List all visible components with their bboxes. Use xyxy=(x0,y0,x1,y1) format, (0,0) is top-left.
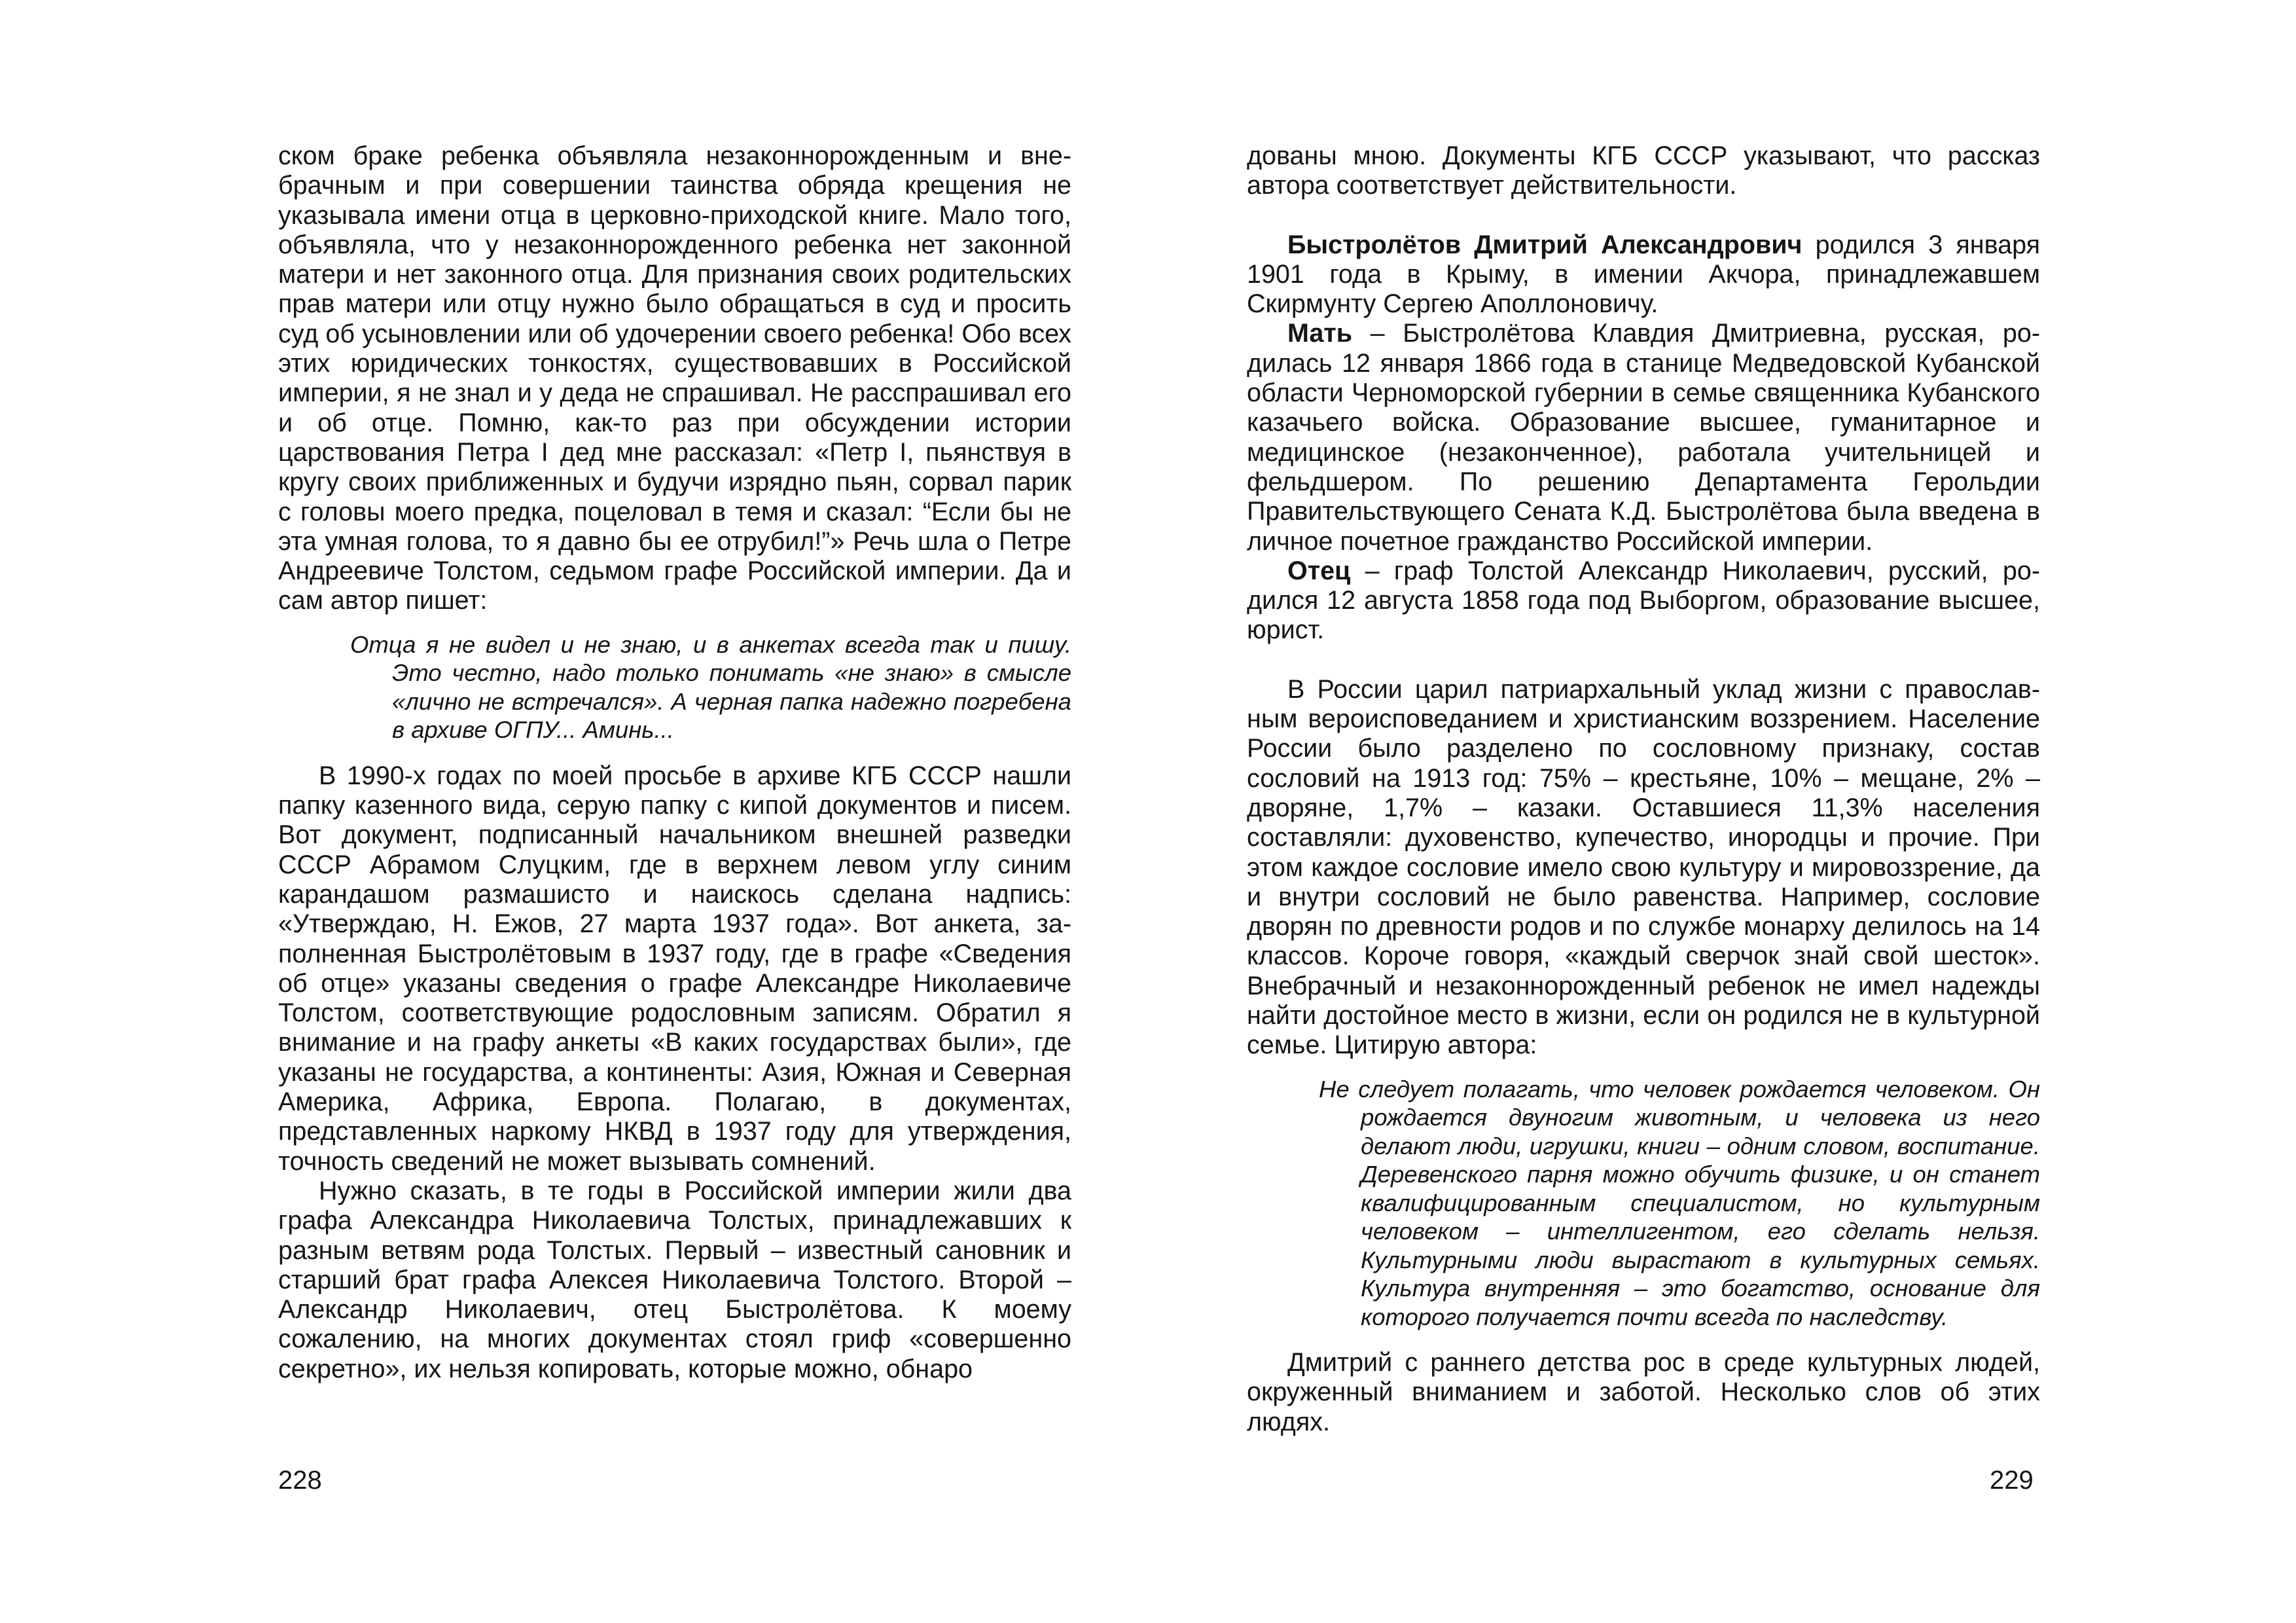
left-page xyxy=(278,141,1071,1516)
right-paragraph-2: В России царил патриархальный уклад жизни с православным вероисповеданием и христианским воззрением. Население России было разделено по сословному признаку, состав сословий на 1913 год: 75% – крестьяне, 10% – мещане, 2% – дворяне, 1,7% – казаки. Оставшиеся 11,3% населения составляли: духовенство, купечество, инородцы и прочие. При этом каждое сословие имело свою культуру и мировоззрение, да и внутри сословий не было равенства. Например, сословие дворян по древности родов и по службе монарху делилось на 14 классов. Короче говоря, «каждый сверчок знай свой шесток». Внебрачный и незаконнорожденный ребенок не имел надежды найти достойное место в жизни, если он родился не в культурной семье. Цитирую автора: xyxy=(1247,674,2040,1060)
father-text: – граф Толстой Александр Николаевич, русский, родился 12 августа 1858 года под Выборгом, образование высшее, юрист. xyxy=(1247,556,2040,645)
page-number-right: 229 xyxy=(1990,1466,2034,1495)
father-paragraph xyxy=(1247,556,2040,646)
left-paragraph-3: Нужно сказать, в те годы в Российской империи жили два графа Александра Николаевича Толстых, принадлежавших к разным ветвям рода Толстых. Первый – известный сановник и старший брат графа Алексея Николаевича Толстого. Второй – Александр Николаевич, отец Быстролётова. К моему сожалению, на многих документах стоял гриф «совершенно секретно», их нельзя копировать, которые можно, обнаро xyxy=(278,1176,1071,1383)
mother-paragraph xyxy=(1247,319,2040,556)
right-quote-text: Не следует полагать, что человек рождается человеком. Он рождается двуногим животным, и человека из него делают люди, игрушки, книги – одним словом, воспитание. Деревенского парня можно обучить физике, и он станет квалифицированным специалистом, но культурным человеком – интеллигентом, его сделать нельзя. Культурными люди вырастают в культурных семьях. Культура внутренняя – это богатство, основание для которого получается почти всегда по наследству. xyxy=(1319,1075,2040,1330)
right-paragraph-3: Дмитрий с раннего детства рос в среде культурных людей, окруженный вниманием и заботой. Несколько слов об этих людях. xyxy=(1247,1348,2040,1436)
bio-paragraph xyxy=(1247,230,2040,319)
left-paragraph-1: ском браке ребенка объявляла незаконнорожденным и внебрачным и при совершении таинства обряда крещения не указывала имени отца в церковно-приходской книге. Мало того, объявляла, что у незаконнорожденного ребенка нет законной матери и нет законного отца. Для признания своих родительских прав матери или отцу нужно было обращаться в суд и просить суд об усыновлении или об удочерении своего ребенка! Обо всех этих юридических тонкостях, существовавших в Российской империи, я не знал и у деда не спрашивал. Не расспрашивал его и об отце. Помню, как-то раз при обсуждении истории царствования Петра I дед мне рассказал: «Петр I, пьянствуя в кругу своих приближенных и будучи изрядно пьян, сорвал парик с головы моего предка, поцеловал в темя и сказал: “Если бы не эта умная голова, то я давно бы ее отрубил!”» Речь шла о Петре Андреевиче Толстом, седьмом графе Российской империи. Да и сам автор пишет: xyxy=(278,141,1071,615)
left-quote-text: Отца я не видел и не знаю, и в анкетах всегда так и пишу. Это честно, надо только понимать «не знаю» в смысле «лично не встречался». А черная папка надежно погребена в архиве ОГПУ... Аминь... xyxy=(350,630,1071,744)
mother-label: Мать xyxy=(1287,319,1352,348)
mother-text: – Быстролётова Клавдия Дмитриевна, русская, родилась 12 января 1866 года в станице Медведовской Кубанской области Черноморской губернии в семье священника Кубанского казачьего войска. Образование высшее, гуманитарное и медицинское (незаконченное), работала учительницей и фельдшером. По решению Департамента Герольдии Правительствующего Сената К.Д. Быстролётова была введена в личное почетное гражданство Российской империи. xyxy=(1247,319,2040,556)
right-paragraph-1: дованы мною. Документы КГБ СССР указывают, что рассказ автора соответствует действительности. xyxy=(1247,141,2040,200)
bio-text: родился 3 января 1901 года в Крыму, в имении Акчора, принадлежавшем Скирмунту Сергею Аполлоновичу. xyxy=(1247,230,2040,319)
bio-name: Быстролётов Дмитрий Александрович xyxy=(1287,230,1803,259)
page-number-left: 228 xyxy=(278,1466,322,1495)
right-quote xyxy=(1319,1075,2040,1332)
father-label: Отец xyxy=(1287,556,1351,585)
left-quote xyxy=(350,630,1071,744)
right-page xyxy=(1247,141,2040,1516)
left-paragraph-2: В 1990-х годах по моей просьбе в архиве КГБ СССР нашли папку казенного вида, серую папку с кипой документов и писем. Вот документ, подписанный начальником внешней разведки СССР Абрамом Слуцким, где в верхнем левом углу синим карандашом размашисто и наискось сделана надпись: «Утверждаю, Н. Ежов, 27 марта 1937 года». Вот анкета, заполненная Быстролётовым в 1937 году, где в графе «Сведения об отце» указаны сведения о графе Александре Николаевиче Толстом, соответствующие родословным записям. Обратил я внимание и на графу анкеты «В каких государствах были», где указаны не государства, а континенты: Азия, Южная и Северная Америка, Африка, Европа. Полагаю, в документах, представленных наркому НКВД в 1937 году для утверждения, точность сведений не может вызывать сомнений. xyxy=(278,761,1071,1176)
